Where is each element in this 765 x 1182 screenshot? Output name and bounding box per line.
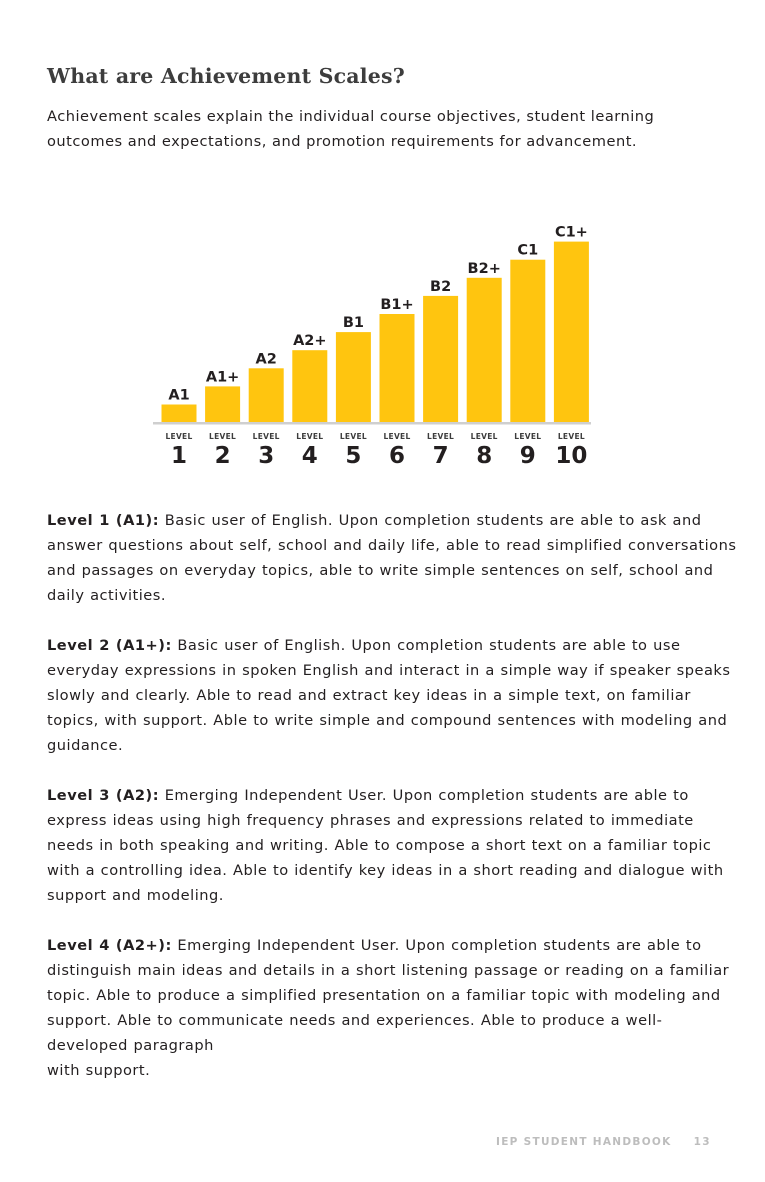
level-4-text: Emerging Independent User. Upon completion students are able to distinguish main ideas and details in a short listening passage or reading on a familiar topic. Able to produce a simplified presentation on a familiar topic with modeling and support. Able to communicate needs and experiences. Able to produce a well-developed paragraph [47,937,730,1054]
level-number-4: 4 [301,443,318,469]
bar-level-4 [292,350,327,422]
bar-level-2 [205,386,240,422]
bar-label-level-3: A2 [255,351,277,368]
level-number-6: 6 [388,443,406,469]
level-2-heading: Level 2 (A1+): [47,637,172,654]
bar-label-level-2: A1+ [205,369,240,386]
bar-label-level-4: A2+ [293,333,327,350]
bar-label-level-9: C1 [517,242,539,259]
level-2-description [47,633,737,758]
level-1-description [47,508,737,608]
footer-handbook-title: IEP STUDENT HANDBOOK [496,1136,672,1148]
level-number-5: 5 [345,443,362,469]
bar-label-level-8: B2+ [467,260,501,277]
page-footer [496,1136,711,1148]
level-4-text-continued: with support. [47,1062,151,1079]
level-number-1: 1 [170,443,188,469]
level-number-8: 8 [476,443,493,469]
bar-level-1 [162,405,197,423]
bar-label-level-6: B1+ [380,297,414,313]
bar-level-10 [554,242,589,422]
level-1-heading: Level 1 (A1): [47,512,160,529]
bar-level-8 [467,278,502,422]
level-descriptions [47,508,737,1108]
level-3-description [47,783,737,908]
level-2-text: Basic user of English. Upon completion students are able to use everyday expressions in spoken English and interact in a simple way if speaker speaks slowly and clearly. Able to read and extract key ideas in a simple text, on familiar topics, with support. Able to write simple and compound sentences with modeling and guidance. [47,637,731,754]
level-3-heading: Level 3 (A2): [47,787,160,804]
page-title: What are Achievement Scales? [47,64,405,88]
level-caption-6: LEVEL [383,432,411,441]
bar-level-7 [423,296,458,422]
page-number: 13 [693,1136,711,1148]
level-4-heading: Level 4 (A2+): [47,937,172,954]
level-number-9: 9 [519,443,536,469]
level-number-10: 10 [555,443,588,469]
bar-label-level-10: C1+ [554,224,588,241]
level-number-3: 3 [258,443,275,469]
level-caption-9: LEVEL [514,432,542,441]
bar-level-9 [510,260,545,422]
level-caption-5: LEVEL [339,432,367,441]
bar-label-level-7: B2 [430,278,452,295]
bar-level-6 [380,314,415,422]
achievement-scale-chart [0,0,765,480]
level-caption-8: LEVEL [470,432,498,441]
level-caption-2: LEVEL [209,432,237,441]
level-number-7: 7 [432,443,449,469]
bar-label-level-5: B1 [342,315,364,332]
bar-label-level-1: A1 [168,387,190,404]
level-caption-1: LEVEL [165,432,193,441]
level-caption-4: LEVEL [296,432,324,441]
level-caption-10: LEVEL [557,432,585,441]
level-4-description [47,933,737,1083]
bar-level-5 [336,332,371,422]
bar-level-3 [249,368,284,422]
intro-paragraph: Achievement scales explain the individual course objectives, student learning outcomes and expectations, and promotion requirements for advancement. [47,108,655,150]
chart-baseline [153,422,591,425]
level-number-2: 2 [214,443,231,469]
level-1-text: Basic user of English. Upon completion students are able to ask and answer questions about self, school and daily life, able to read simplified conversations and passages on everyday topics, able to write simple sentences on self, school and daily activities. [47,512,737,604]
level-3-text: Emerging Independent User. Upon completion students are able to express ideas using high frequency phrases and expressions related to immediate needs in both speaking and writing. Able to compose a short text on a familiar topic with a controlling idea. Able to identify key ideas in a short reading and dialogue with support and modeling. [47,787,724,904]
level-caption-3: LEVEL [252,432,280,441]
level-caption-7: LEVEL [427,432,455,441]
